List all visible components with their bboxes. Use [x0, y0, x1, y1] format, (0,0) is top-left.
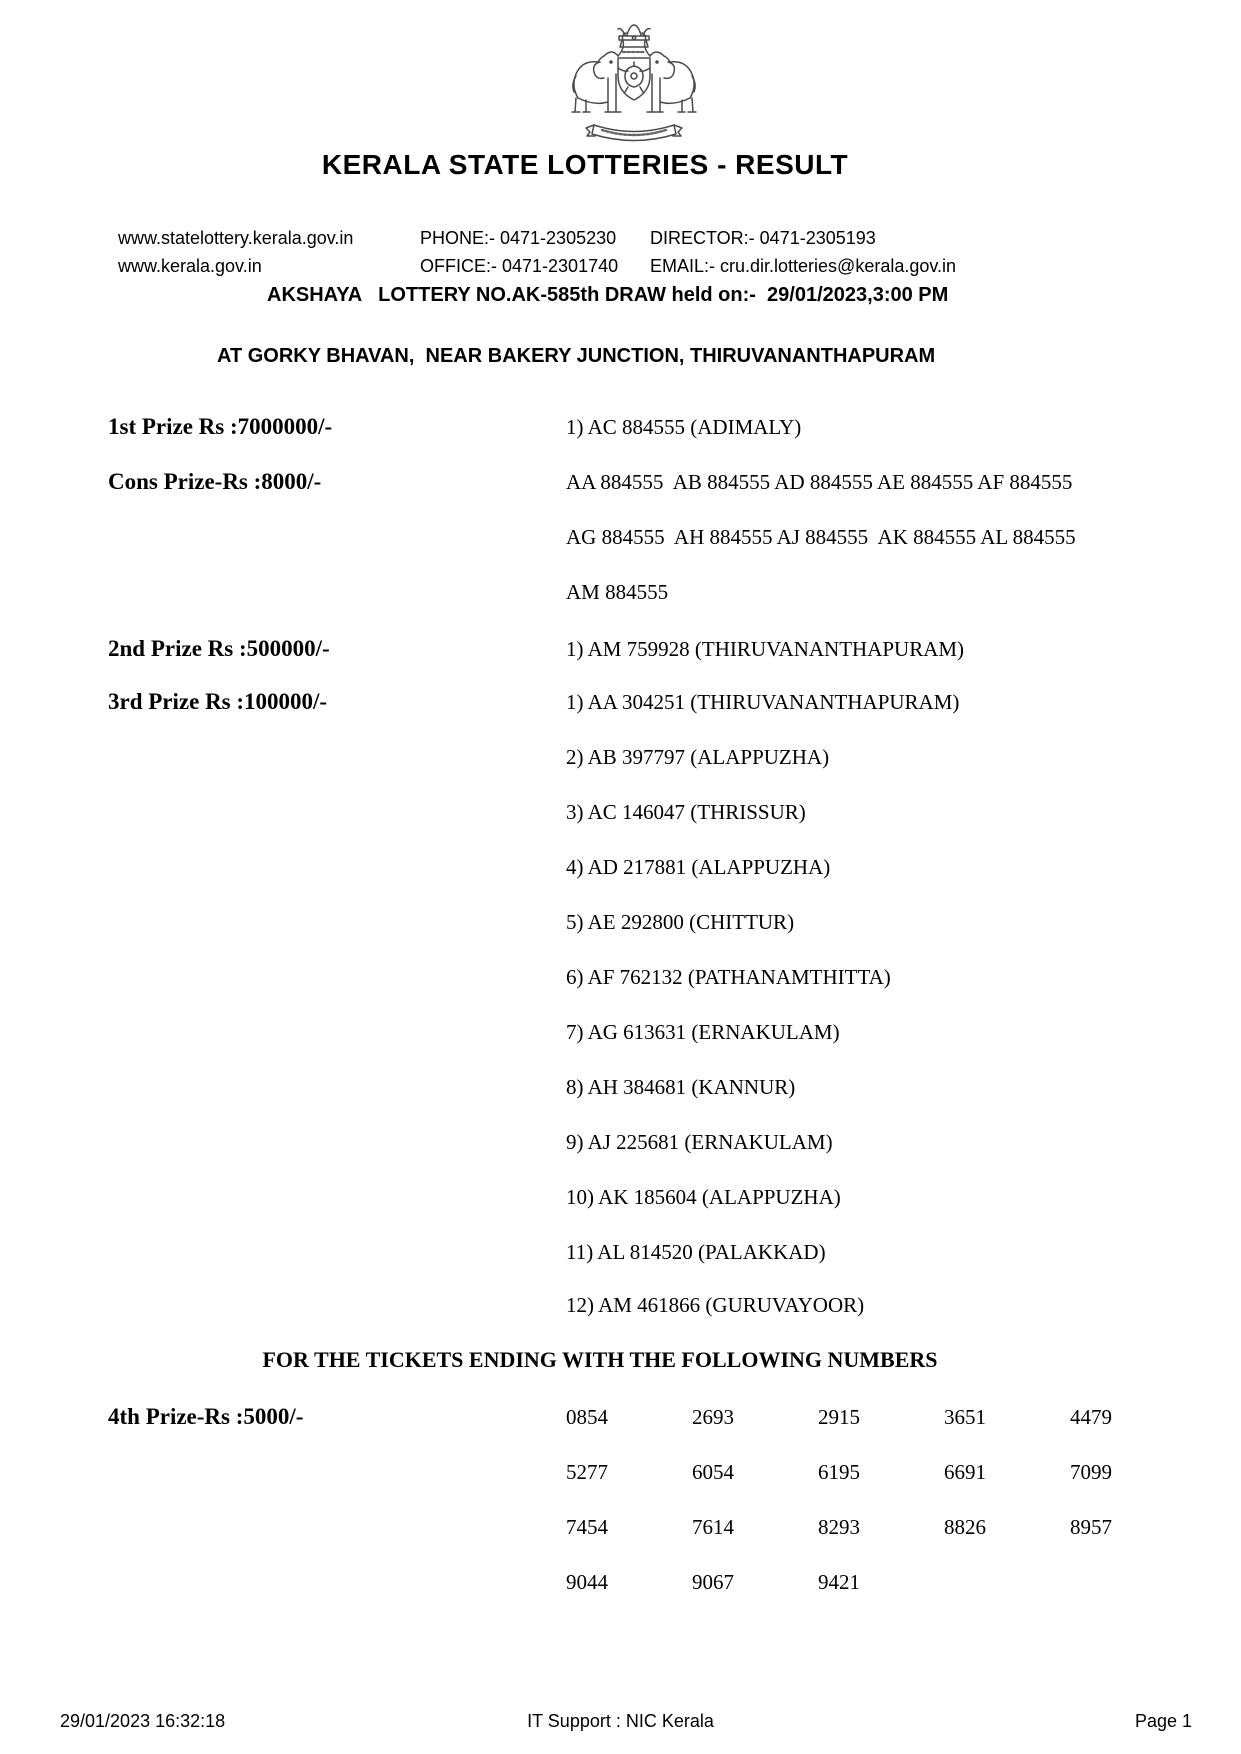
first-prize-entry: 1) AC 884555 (ADIMALY)	[566, 415, 802, 439]
draw-venue: AT GORKY BHAVAN, NEAR BAKERY JUNCTION, THIRUVANANTHAPURAM	[217, 345, 936, 367]
fourth-prize-number: 0854	[566, 1405, 608, 1429]
fourth-prize-number: 3651	[944, 1405, 986, 1429]
consolation-line: AM 884555	[566, 580, 669, 604]
fourth-prize-number: 8957	[1070, 1515, 1112, 1539]
third-prize-entry: 6) AF 762132 (PATHANAMTHITTA)	[566, 965, 891, 989]
fourth-prize-number: 9067	[692, 1570, 734, 1594]
third-prize-entry: 1) AA 304251 (THIRUVANANTHAPURAM)	[566, 690, 960, 714]
fourth-prize-number: 2915	[818, 1405, 860, 1429]
third-prize-entry: 11) AL 814520 (PALAKKAD)	[566, 1240, 826, 1264]
second-prize-entry: 1) AM 759928 (THIRUVANANTHAPURAM)	[566, 637, 965, 661]
kerala-emblem-graphic	[563, 14, 705, 148]
fourth-prize-number: 7614	[692, 1515, 734, 1539]
state-emblem-image	[563, 14, 705, 148]
fourth-prize-number: 5277	[566, 1460, 608, 1484]
consolation-line: AA 884555 AB 884555 AD 884555 AE 884555 AF 884555	[566, 470, 1073, 494]
third-prize-entry: 2) AB 397797 (ALAPPUZHA)	[566, 745, 830, 769]
third-prize-label: 3rd Prize Rs :100000/-	[108, 689, 328, 714]
draw-headline: AKSHAYA LOTTERY NO.AK-585th DRAW held on:- 29/01/2023,3:00 PM	[267, 284, 949, 306]
third-prize-entry: 9) AJ 225681 (ERNAKULAM)	[566, 1130, 833, 1154]
third-prize-entry: 8) AH 384681 (KANNUR)	[566, 1075, 796, 1099]
fourth-prize-number: 6054	[692, 1460, 734, 1484]
footer-page-number: Page 1	[1134, 1711, 1192, 1731]
fourth-prize-number: 7099	[1070, 1460, 1112, 1484]
fourth-prize-label: 4th Prize-Rs :5000/-	[108, 1404, 304, 1429]
fourth-prize-number: 2693	[692, 1405, 734, 1429]
fourth-prize-number: 6195	[818, 1460, 860, 1484]
office-number: OFFICE:- 0471-2301740	[420, 256, 619, 276]
fourth-prize-number: 7454	[566, 1515, 608, 1539]
website-primary: www.statelottery.kerala.gov.in	[118, 228, 354, 248]
first-prize-label: 1st Prize Rs :7000000/-	[108, 414, 333, 439]
third-prize-entry: 10) AK 185604 (ALAPPUZHA)	[566, 1185, 841, 1209]
third-prize-entry: 7) AG 613631 (ERNAKULAM)	[566, 1020, 840, 1044]
fourth-prize-number: 9044	[566, 1570, 608, 1594]
director-number: DIRECTOR:- 0471-2305193	[650, 228, 876, 248]
footer-support-text: IT Support : NIC Kerala	[527, 1711, 714, 1731]
fourth-prize-number: 6691	[944, 1460, 986, 1484]
consolation-prize-label: Cons Prize-Rs :8000/-	[108, 469, 322, 494]
third-prize-entry: 3) AC 146047 (THRISSUR)	[566, 800, 806, 824]
fourth-prize-number: 9421	[818, 1570, 860, 1594]
third-prize-entry: 12) AM 461866 (GURUVAYOOR)	[566, 1293, 865, 1317]
footer-timestamp: 29/01/2023 16:32:18	[60, 1711, 226, 1731]
second-prize-label: 2nd Prize Rs :500000/-	[108, 636, 330, 661]
page-title: KERALA STATE LOTTERIES - RESULT	[321, 149, 849, 180]
website-secondary: www.kerala.gov.in	[118, 256, 262, 276]
fourth-prize-number: 4479	[1070, 1405, 1112, 1429]
email-address: EMAIL:- cru.dir.lotteries@kerala.gov.in	[650, 256, 957, 276]
consolation-line: AG 884555 AH 884555 AJ 884555 AK 884555 AL 884555	[566, 525, 1076, 549]
fourth-prize-number: 8293	[818, 1515, 860, 1539]
phone-number: PHONE:- 0471-2305230	[420, 228, 617, 248]
fourth-prize-number: 8826	[944, 1515, 986, 1539]
third-prize-entry: 4) AD 217881 (ALAPPUZHA)	[566, 855, 831, 879]
third-prize-entry: 5) AE 292800 (CHITTUR)	[566, 910, 795, 934]
tickets-ending-heading: FOR THE TICKETS ENDING WITH THE FOLLOWING NUMBERS	[262, 1347, 938, 1372]
